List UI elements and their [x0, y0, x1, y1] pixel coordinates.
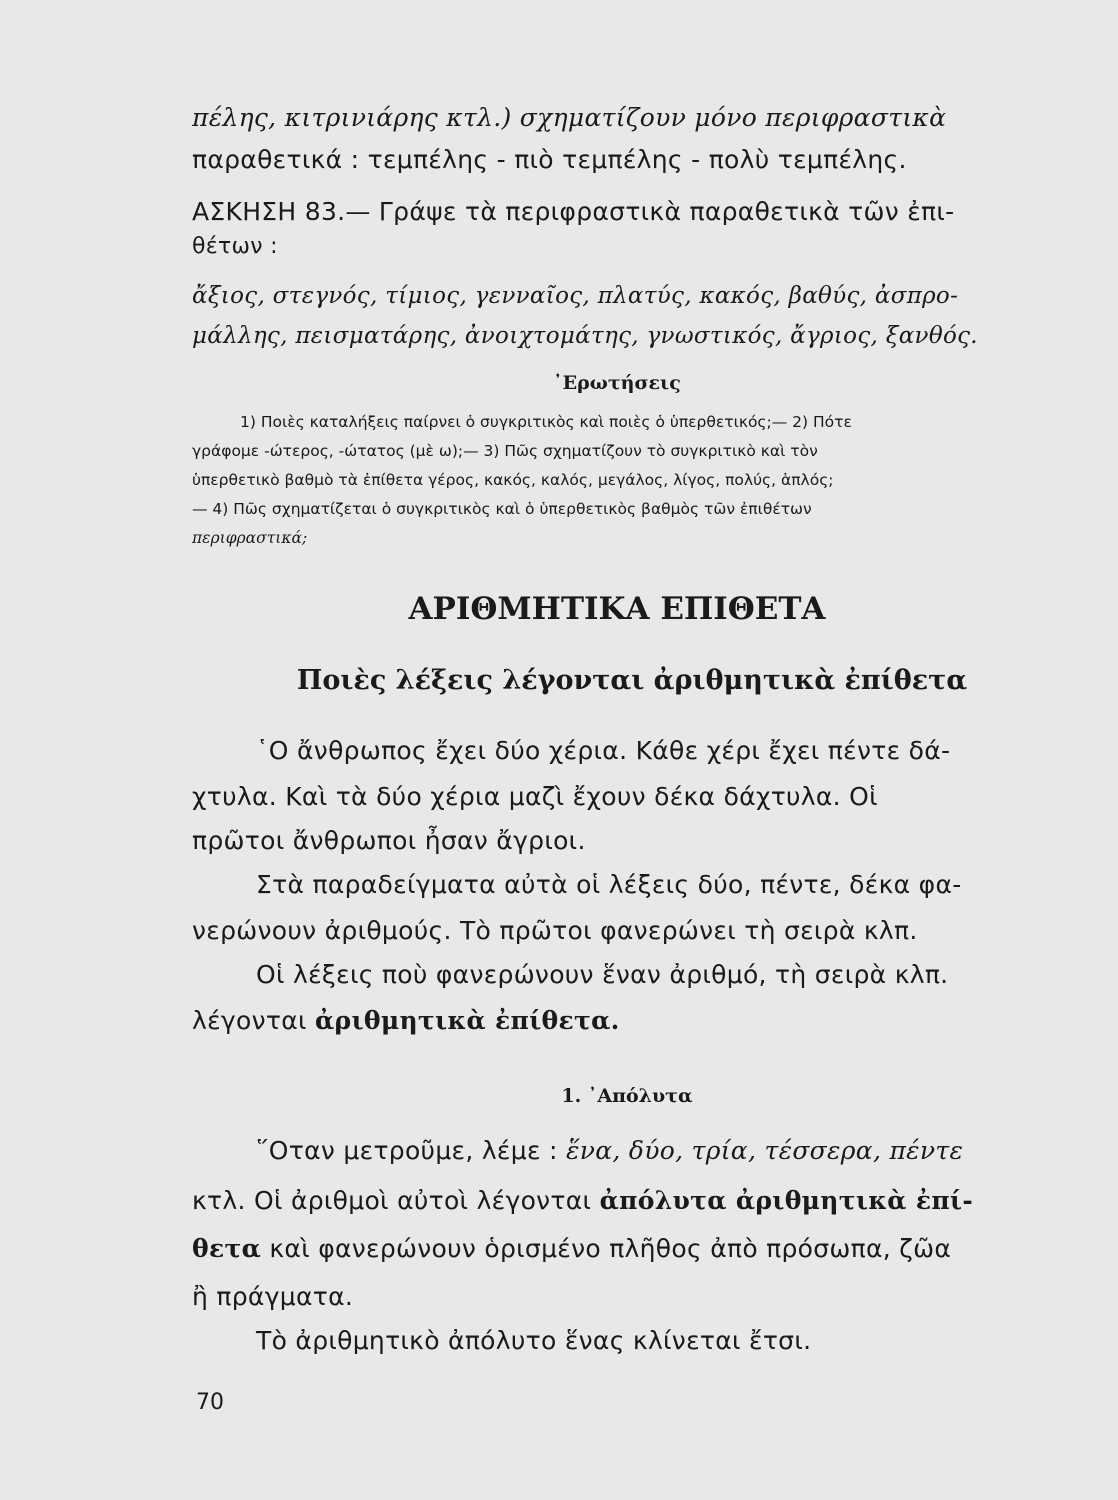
text-line: παραθετικά : τεμπέλης - πιὸ τεμπέλης - πολὺ τεμπέλης.	[192, 145, 907, 174]
paragraph-line: Στὰ παραδείγματα αὐτὰ οἱ λέξεις δύο, πέντε, δέκα φα-	[256, 870, 962, 899]
exercise-line: μάλλης, πεισματάρης, ἀνοιχτομάτης, γνωστικός, ἄγριος, ξανθός.	[192, 323, 978, 349]
paragraph-line: ἢ πράγματα.	[192, 1282, 354, 1311]
bold-term: ἀριθμητικὰ ἐπίθετα.	[315, 1006, 620, 1035]
paragraph-line: ῞Οταν μετροῦμε, λέμε : ἕνα, δύο, τρία, τέσσερα, πέντε	[256, 1136, 964, 1165]
question-line: — 4) Πῶς σχηματίζεται ὁ συγκριτικὸς καὶ ὁ ὑπερθετικὸς βαθμὸς τῶν ἐπιθέτων	[192, 500, 812, 518]
section-title: ΑΡΙΘΜΗΤΙΚΑ ΕΠΙΘΕΤΑ	[408, 591, 826, 627]
question-line: 1) Ποιὲς καταλήξεις παίρνει ὁ συγκριτικὸς καὶ ποιὲς ὁ ὑπερθετικός;— 2) Πότε	[240, 413, 852, 431]
questions-title: ᾿Ερωτήσεις	[553, 372, 681, 394]
exercise-line: ΑΣΚΗΣΗ 83.— Γράψε τὰ περιφραστικὰ παραθετικὰ τῶν ἐπι-	[192, 197, 955, 226]
paragraph-line: θετα καὶ φανερώνουν ὁρισμένο πλῆθος ἀπὸ πρόσωπα, ζῶα	[192, 1234, 952, 1263]
text-line: πέλης, κιτρινιάρης κτλ.) σχηματίζουν μόνο περιφραστικὰ	[192, 103, 947, 132]
question-line: ὑπερθετικὸ βαθμὸ τὰ ἐπίθετα γέρος, κακός, καλός, μεγάλος, λίγος, πολύς, ἁπλός;	[192, 471, 834, 489]
italic-term: ἕνα, δύο, τρία, τέσσερα, πέντε	[565, 1136, 964, 1165]
exercise-line: θέτων :	[192, 234, 278, 259]
paragraph-line: Οἱ λέξεις ποὺ φανερώνουν ἕναν ἀριθμό, τὴ σειρὰ κλπ.	[256, 960, 949, 989]
exercise-line: ἄξιος, στεγνός, τίμιος, γενναῖος, πλατύς, κακός, βαθύς, ἀσπρο-	[192, 283, 959, 309]
paragraph-line: νερώνουν ἀριθμούς. Τὸ πρῶτοι φανερώνει τὴ σειρὰ κλπ.	[192, 916, 918, 945]
paragraph-line: πρῶτοι ἄνθρωποι ἦσαν ἄγριοι.	[192, 826, 586, 855]
page-number: 70	[196, 1390, 224, 1415]
paragraph-line: λέγονται ἀριθμητικὰ ἐπίθετα.	[192, 1006, 620, 1035]
paragraph-line: χτυλα. Καὶ τὰ δύο χέρια μαζὶ ἔχουν δέκα δάχτυλα. Οἱ	[192, 782, 878, 811]
question-line: περιφραστικά;	[192, 529, 308, 547]
bold-term: ἀπόλυτα ἀριθμητικὰ ἐπί-	[599, 1186, 974, 1215]
subsection-title: Ποιὲς λέξεις λέγονται ἀριθμητικὰ ἐπίθετα	[296, 665, 968, 696]
sub-heading: 1. ᾿Απόλυτα	[561, 1085, 693, 1107]
paragraph-line: κτλ. Οἱ ἀριθμοὶ αὐτοὶ λέγονται ἀπόλυτα ἀριθμητικὰ ἐπί-	[192, 1186, 974, 1215]
paragraph-line: Τὸ ἀριθμητικὸ ἀπόλυτο ἕνας κλίνεται ἔτσι.	[256, 1326, 812, 1355]
bold-term: θετα	[192, 1234, 262, 1263]
paragraph-line: ῾Ο ἄνθρωπος ἔχει δύο χέρια. Κάθε χέρι ἔχει πέντε δά-	[256, 736, 951, 765]
page-content	[192, 98, 1042, 1361]
question-line: γράφομε -ώτερος, -ώτατος (μὲ ω);— 3) Πῶς σχηματίζουν τὸ συγκριτικὸ καὶ τὸν	[192, 442, 818, 460]
